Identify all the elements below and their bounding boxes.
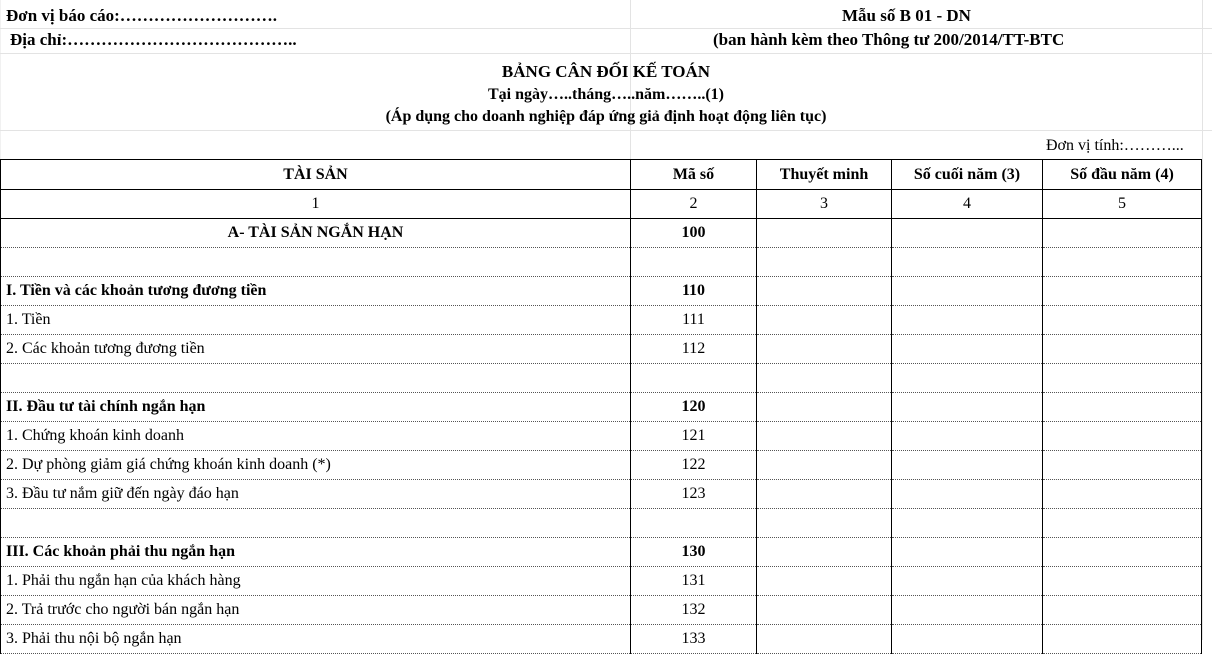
row-begin-year: [1043, 393, 1202, 422]
row-begin-year: [1043, 596, 1202, 625]
row-note: [757, 509, 892, 538]
row-end-year: [892, 422, 1043, 451]
table-row: [1, 509, 1202, 538]
row-begin-year: [1043, 335, 1202, 364]
col-number: 5: [1043, 190, 1202, 219]
row-begin-year: [1043, 451, 1202, 480]
row-note: [757, 596, 892, 625]
column-header-row: [1, 160, 1202, 190]
row-item: 3. Đầu tư nắm giữ đến ngày đáo hạn: [1, 480, 631, 509]
report-apply-note: (Áp dụng cho doanh nghiệp đáp ứng giả định hoạt động liên tục): [385, 108, 827, 125]
row-end-year: [892, 219, 1043, 248]
table-row: [1, 422, 1202, 451]
row-code: 121: [631, 422, 757, 451]
row-item: 2. Trả trước cho người bán ngắn hạn: [1, 596, 631, 625]
row-note: [757, 451, 892, 480]
row-item: A- TÀI SẢN NGẮN HẠN: [1, 219, 631, 248]
row-note: [757, 567, 892, 596]
row-code: 131: [631, 567, 757, 596]
row-begin-year: [1043, 277, 1202, 306]
row-item: [1, 364, 631, 393]
row-end-year: [892, 248, 1043, 277]
row-begin-year: [1043, 567, 1202, 596]
row-end-year: [892, 596, 1043, 625]
row-end-year: [892, 509, 1043, 538]
report-title: BẢNG CÂN ĐỐI KẾ TOÁN: [501, 62, 711, 81]
row-code: 122: [631, 451, 757, 480]
row-begin-year: [1043, 480, 1202, 509]
row-item: III. Các khoản phải thu ngắn hạn: [1, 538, 631, 567]
row-code: [631, 509, 757, 538]
row-begin-year: [1043, 509, 1202, 538]
row-code: [631, 248, 757, 277]
row-item: 2. Các khoản tương đương tiền: [1, 335, 631, 364]
table-row: [1, 451, 1202, 480]
row-begin-year: [1043, 538, 1202, 567]
row-note: [757, 625, 892, 654]
col-header-asset: TÀI SẢN: [1, 160, 631, 190]
row-code: [631, 364, 757, 393]
currency-unit-label: Đơn vị tính:………...: [1046, 137, 1184, 154]
row-note: [757, 306, 892, 335]
row-item: 1. Phải thu ngắn hạn của khách hàng: [1, 567, 631, 596]
row-begin-year: [1043, 625, 1202, 654]
table-row: [1, 596, 1202, 625]
form-issued-note: (ban hành kèm theo Thông tư 200/2014/TT-BTC: [713, 30, 1065, 49]
row-code: 123: [631, 480, 757, 509]
col-number: 1: [1, 190, 631, 219]
row-item: [1, 509, 631, 538]
form-number: Mẫu số B 01 - DN: [842, 6, 971, 25]
row-end-year: [892, 393, 1043, 422]
row-end-year: [892, 538, 1043, 567]
row-item: 2. Dự phòng giảm giá chứng khoán kinh doanh (*): [1, 451, 631, 480]
row-note: [757, 393, 892, 422]
row-end-year: [892, 451, 1043, 480]
row-item: 1. Tiền: [1, 306, 631, 335]
col-number: 4: [892, 190, 1043, 219]
table-row: [1, 625, 1202, 654]
row-begin-year: [1043, 248, 1202, 277]
col-header-code: Mã số: [631, 160, 757, 190]
row-note: [757, 219, 892, 248]
row-end-year: [892, 364, 1043, 393]
table-row: [1, 567, 1202, 596]
row-note: [757, 335, 892, 364]
table-row: [1, 364, 1202, 393]
col-header-note: Thuyết minh: [757, 160, 892, 190]
col-header-begin-year: Số đầu năm (4): [1043, 160, 1202, 190]
row-item: II. Đầu tư tài chính ngắn hạn: [1, 393, 631, 422]
row-note: [757, 422, 892, 451]
col-number: 2: [631, 190, 757, 219]
row-note: [757, 248, 892, 277]
row-item: 1. Chứng khoán kinh doanh: [1, 422, 631, 451]
row-note: [757, 538, 892, 567]
row-note: [757, 364, 892, 393]
row-code: 120: [631, 393, 757, 422]
table-row: [1, 306, 1202, 335]
row-code: 133: [631, 625, 757, 654]
row-end-year: [892, 480, 1043, 509]
row-note: [757, 480, 892, 509]
row-code: 130: [631, 538, 757, 567]
column-number-row: [1, 190, 1202, 219]
row-code: 100: [631, 219, 757, 248]
row-begin-year: [1043, 219, 1202, 248]
col-number: 3: [757, 190, 892, 219]
table-row: [1, 335, 1202, 364]
row-end-year: [892, 625, 1043, 654]
col-header-end-year: Số cuối năm (3): [892, 160, 1043, 190]
table-row: [1, 219, 1202, 248]
row-code: 111: [631, 306, 757, 335]
report-date: Tại ngày…..tháng…..năm……..(1): [487, 86, 725, 103]
row-end-year: [892, 277, 1043, 306]
reporting-unit-label: Đơn vị báo cáo:……………………….: [6, 6, 278, 25]
row-begin-year: [1043, 306, 1202, 335]
row-end-year: [892, 335, 1043, 364]
table-row: [1, 538, 1202, 567]
row-code: 110: [631, 277, 757, 306]
table-row: [1, 248, 1202, 277]
row-begin-year: [1043, 364, 1202, 393]
row-item: [1, 248, 631, 277]
row-note: [757, 277, 892, 306]
table-row: [1, 480, 1202, 509]
balance-sheet-table: [0, 159, 1202, 654]
row-end-year: [892, 567, 1043, 596]
row-item: 3. Phải thu nội bộ ngắn hạn: [1, 625, 631, 654]
table-row: [1, 393, 1202, 422]
row-item: I. Tiền và các khoản tương đương tiền: [1, 277, 631, 306]
row-end-year: [892, 306, 1043, 335]
row-begin-year: [1043, 422, 1202, 451]
row-code: 132: [631, 596, 757, 625]
row-code: 112: [631, 335, 757, 364]
address-label: Địa chỉ:…………………………………..: [10, 30, 297, 49]
table-row: [1, 277, 1202, 306]
